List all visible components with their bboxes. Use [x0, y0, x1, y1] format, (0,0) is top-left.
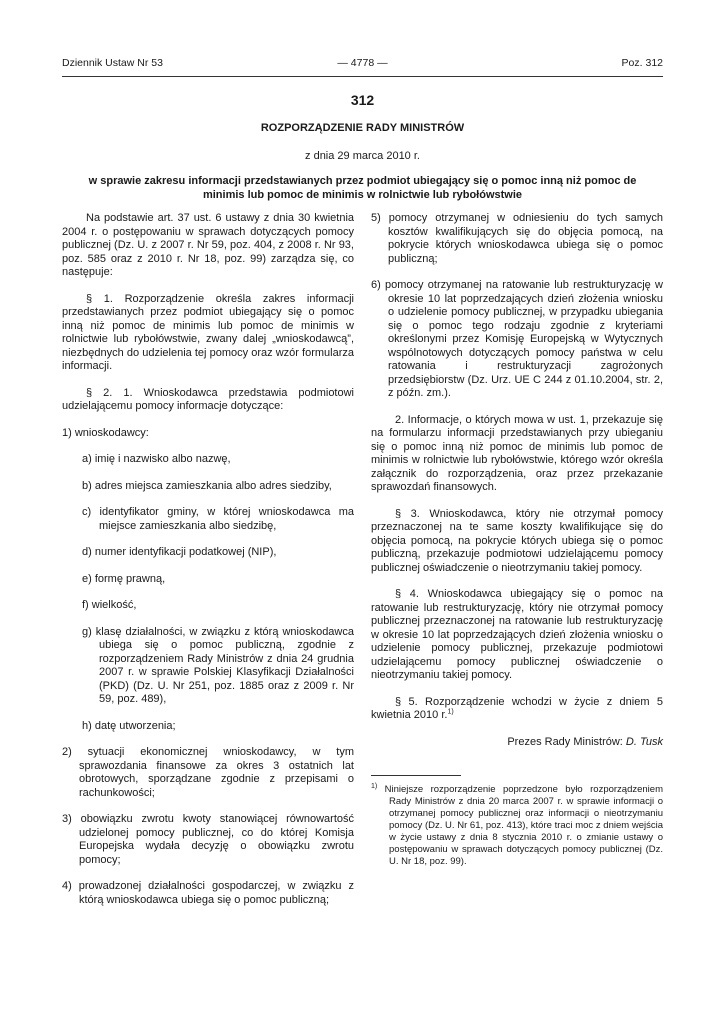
list-item: 2) sytuacji ekonomicznej wnioskodawcy, w tym sprawozdania finansowe za okres 3 ostatnich lat obrotowych, sporządzane zgodnie z przepisami o rachunkowości; [62, 746, 354, 799]
preamble: Na podstawie art. 37 ust. 6 ustawy z dnia 30 kwietnia 2004 r. o postępowaniu w sprawach dotyczących pomocy publicznej (Dz. U. z 2007 r. Nr 59, poz. 404, z 2008 r. Nr 93, poz. 585 oraz z 2010 r. Nr 18, poz. 99) zarządza się, co następuje: [62, 212, 354, 278]
footnote-reference: 1) [447, 708, 454, 716]
signature-name: D. Tusk [625, 735, 663, 748]
sub-item: a) imię i nazwisko albo nazwę, [82, 453, 231, 465]
section-1: § 1. Rozporządzenie określa zakres informacji przedstawianych przez podmiot ubiegający się o pomoc inną niż pomoc de minimis lub pomoc de minimis w rolnictwie lub rybołówstwie, zwany dalej „wnioskodawcą”, niezbędnych do udzielenia tej pomocy oraz wzór formularza informacji. [62, 292, 354, 372]
section-3: § 3. Wnioskodawca, który nie otrzymał pomocy przeznaczonej na te same koszty kwalifikujące się do objęcia pomocą, na pokrycie których ubiega się o pomoc publiczną, przekazuje podmiotowi udzielającemu pomocy publicznej oświadczenie o nieotrzymaniu takiej pomocy. [371, 507, 663, 574]
list-item: 1) wnioskodawcy: [62, 426, 149, 439]
section-4: § 4. Wnioskodawca ubiegający się o pomoc na ratowanie lub restrukturyzację, który nie otrzymał pomocy publicznej przeznaczonej na ratowanie lub restrukturyzację w okresie 10 lat poprzedzających dzień złożenia wniosku o udzielenie pomocy publicznej, przekazuje podmiotowi udzielającemu pomocy publicznej oświadczenie o nieotrzymaniu takiej pomocy. [371, 588, 663, 681]
position-number: Poz. 312 [621, 57, 663, 69]
left-column [62, 212, 354, 920]
footnote-text: Niniejsze rozporządzenie poprzedzone było rozporządzeniem Rady Ministrów z dnia 20 marca 2007 r. w sprawie informacji o otrzymanej pomocy publicznej oraz informacji o nieotrzymaniu pomocy (Dz. U. Nr 61, poz. 413), które traci moc z dniem wejścia w życie ustawy z dnia 8 stycznia 2010 r. o zmianie ustawy o postępowaniu w sprawach dotyczących pomocy publicznej (Dz. U. Nr 18, poz. 99). [384, 784, 663, 867]
section-5-text: § 5. Rozporządzenie wchodzi w życie z dniem 5 kwietnia 2010 r. [371, 695, 663, 721]
list-item: 3) obowiązku zwrotu kwoty stanowiącej równowartość udzielonej pomocy publicznej, co do której Komisja Europejska wydała decyzję o obowiązku zwrotu pomocy; [62, 813, 354, 866]
section-2: § 2. 1. Wnioskodawca przedstawia podmiotowi udzielającemu pomocy informacje dotyczące: [62, 386, 354, 412]
list-item: 6) pomocy otrzymanej na ratowanie lub restrukturyzację w okresie 10 lat poprzedzających dzień złożenia wniosku o udzielenie pomocy publicznej, w przypadku ubiegania się o pomoc tego rodzaju zgodnie z kryteriami określonymi przez Komisję Europejską w Wytycznych wspólnotowych dotyczących pomocy państwa w celu ratowania i restrukturyzacji zagrożonych przedsiębiorstw (Dz. Urz. UE C 244 z 01.10.2004, str. 2, z późn. zm.). [371, 279, 663, 399]
sub-item: e) formę prawną, [82, 572, 166, 585]
sub-item: d) numer identyfikacji podatkowej (NIP), [82, 546, 277, 558]
list-item: 4) prowadzonej działalności gospodarczej, w związku z którą wnioskodawca ubiega się o pomoc publiczną; [62, 880, 354, 906]
sub-item: g) klasę działalności, w związku z którą wnioskodawca ubiega się o pomoc publiczną, zgodnie z rozporządzeniem Rady Ministrów z dnia 24 grudnia 2007 r. w sprawie Polskiej Klasyfikacji Działalności (PKD) (Dz. U. Nr 251, poz. 1885 oraz z 2009 r. Nr 59, poz. 489), [82, 625, 354, 705]
footnote-rule [371, 775, 461, 776]
right-column [371, 212, 663, 881]
page-number: — 4778 — [337, 57, 388, 69]
sub-item: h) datę utworzenia; [82, 719, 176, 732]
sub-item: f) wielkość, [82, 599, 137, 611]
section-5 [371, 696, 663, 723]
footnote-mark: 1) [371, 782, 378, 790]
signature-label: Prezes Rady Ministrów: [507, 735, 626, 748]
document-title: ROZPORZĄDZENIE RADY MINISTRÓW [260, 122, 465, 134]
signature [371, 736, 663, 750]
document-number: 312 [350, 92, 375, 108]
journal-name: Dziennik Ustaw Nr 53 [62, 57, 163, 69]
list-item: 5) pomocy otrzymanej w odniesieniu do tych samych kosztów kwalifikujących się do objęcia pomocą, na pokrycie których wnioskodawca ubiega się o pomoc publiczną; [371, 212, 663, 265]
footnote [371, 784, 663, 868]
sub-item: b) adres miejsca zamieszkania albo adres siedziby, [82, 479, 332, 492]
section-2-paragraph-2: 2. Informacje, o których mowa w ust. 1, przekazuje się na formularzu informacji przedstawianych przy ubieganiu się o pomoc inną niż pomoc de minimis lub pomoc de minimis w rolnictwie lub rybołówstwie, którego wzór określa załącznik do rozporządzenia, oraz przez przekazanie sprawozdań finansowych. [371, 413, 663, 493]
document-subject: w sprawie zakresu informacji przedstawianych przez podmiot ubiegający się o pomoc inną niż pomoc de minimis lub pomoc de minimis w rolnictwie lub rybołówstwie [88, 175, 637, 201]
sub-item: c) identyfikator gminy, w której wnioskodawca ma miejsce zamieszkania albo siedzibę, [82, 506, 354, 532]
header-rule [62, 76, 663, 77]
document-date: z dnia 29 marca 2010 r. [305, 150, 420, 162]
